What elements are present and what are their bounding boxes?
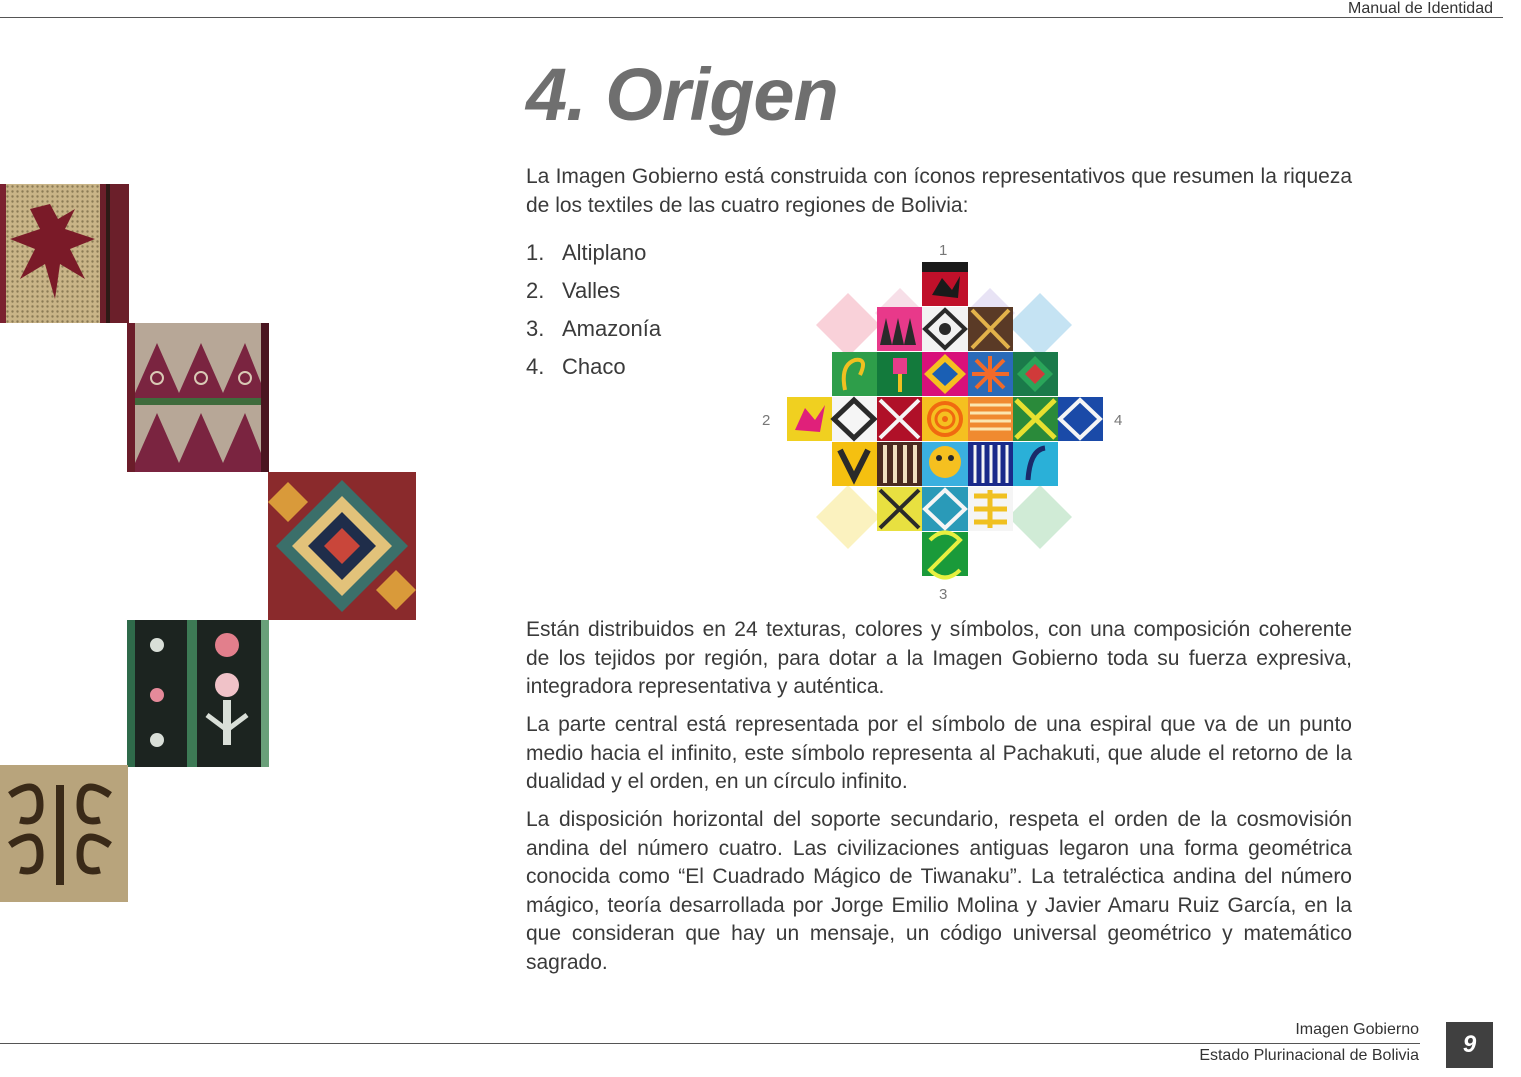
- paragraph: La disposición horizontal del soporte secundario, respeta el orden de la cosmovisión andina del número cuatro. Las civilizaciones antiguas legaron una forma geométrica conocida como “El Cuadrado Mágico de Tiwanaku”. La tetraléctica andina del número mágico, teoría desarrollada por Jorge Emilio Molina y Javier Amaru Ruiz García, en la que consideran que hay un mensaje, un código universal geométrico y matemático sagrado.: [526, 808, 1352, 974]
- mosaic-label-left: 2: [762, 412, 771, 429]
- mosaic-label-top: 1: [939, 242, 948, 259]
- page-title: 4. Origen: [526, 53, 838, 136]
- textile-swatch-spirals: [0, 765, 128, 902]
- footer-rule: [0, 1043, 1420, 1044]
- footer-brand: Imagen Gobierno: [1295, 1021, 1419, 1038]
- textile-swatch-diamond: [268, 472, 416, 620]
- list-item: 3. Amazonía: [526, 316, 662, 341]
- list-item: 4. Chaco: [526, 354, 626, 379]
- mosaic-label-right: 4: [1114, 412, 1123, 429]
- regions-list: [526, 240, 661, 392]
- textile-swatch-flowers: [127, 620, 269, 767]
- list-item: 2. Valles: [526, 278, 621, 303]
- header-title: Manual de Identidad: [1348, 0, 1493, 17]
- paragraph: Están distribuidos en 24 texturas, colores y símbolos, con una composición coherente de los tejidos por región, para dotar a la Imagen Gobierno toda su fuerza expresiva, integradora representativa y auténtica.: [526, 618, 1352, 698]
- textile-swatch-zigzag: [127, 323, 269, 472]
- footer-organization: Estado Plurinacional de Bolivia: [1199, 1047, 1419, 1064]
- header-rule: [0, 17, 1503, 18]
- paragraph: La parte central está representada por el símbolo de una espiral que va de un punto medio hacia el infinito, este símbolo representa al Pachakuti, que alude el retorno de la dualidad y el orden, en un círculo infinito.: [526, 713, 1352, 793]
- mosaic-label-bottom: 3: [939, 586, 948, 603]
- list-item: 1. Altiplano: [526, 240, 647, 265]
- textile-mosaic: [760, 240, 1130, 610]
- textile-swatch-bird: [0, 184, 129, 323]
- intro-paragraph: La Imagen Gobierno está construida con íconos representativos que resumen la riqueza de los textiles de las cuatro regiones de Bolivia:: [526, 165, 1352, 217]
- page-number: 9: [1446, 1022, 1493, 1068]
